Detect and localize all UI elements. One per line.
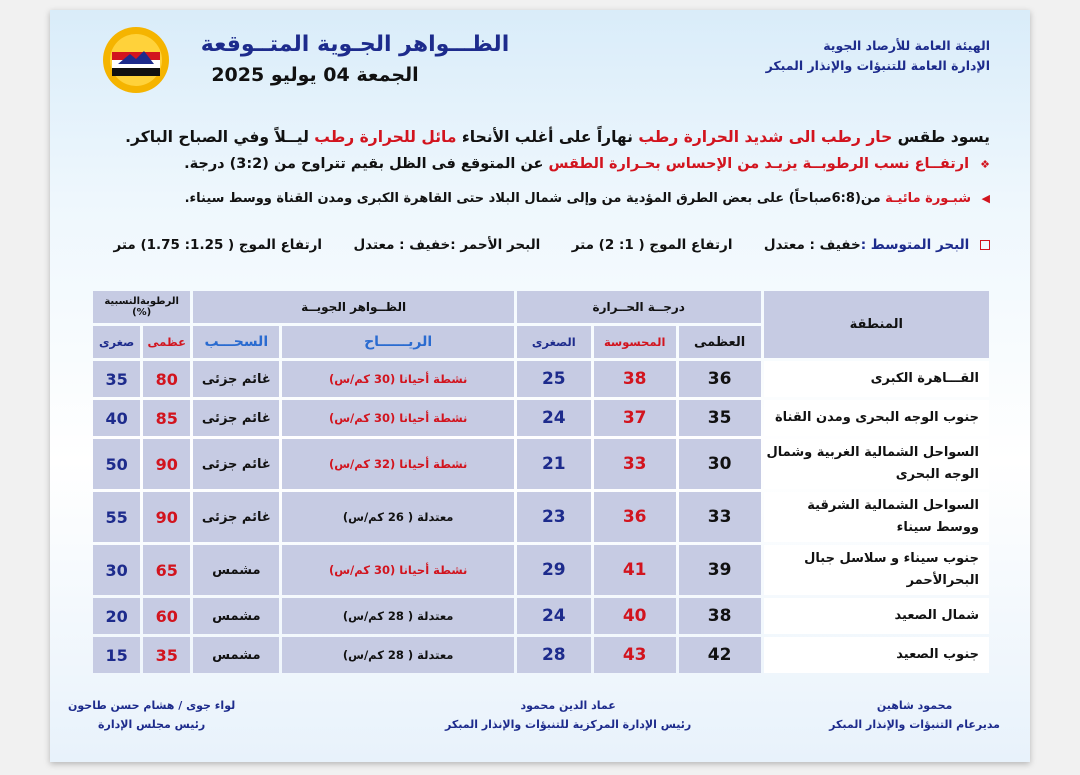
feels-temp-cell: 41	[594, 545, 676, 595]
max-temp-cell: 36	[679, 361, 761, 397]
header-hum-min: صغرى	[93, 326, 140, 358]
wind-cell: معتدلة ( 28 كم/س)	[282, 637, 514, 673]
max-temp-cell: 35	[679, 400, 761, 436]
humidity-min-cell: 15	[93, 637, 140, 673]
min-temp-cell: 25	[517, 361, 591, 397]
humidity-max-cell: 85	[143, 400, 190, 436]
signer-name: لواء جوى / هشام حسن طاحون	[68, 699, 236, 712]
signature-right	[829, 696, 1000, 734]
signer-title: مديرعام التنبؤات والإنذار المبكر	[829, 718, 1000, 731]
clouds-cell: غائم جزئى	[193, 361, 279, 397]
max-temp-cell: 38	[679, 598, 761, 634]
feels-temp-cell: 43	[594, 637, 676, 673]
clouds-cell: مشمس	[193, 637, 279, 673]
min-temp-cell: 28	[517, 637, 591, 673]
humidity-min-cell: 30	[93, 545, 140, 595]
red-sea-state: خفيف : معتدل	[353, 237, 451, 253]
humidity-min-cell: 35	[93, 361, 140, 397]
header-region: المنطقة	[764, 291, 989, 358]
wind-cell: نشطة أحيانا (30 كم/س)	[282, 545, 514, 595]
min-temp-cell: 29	[517, 545, 591, 595]
clouds-cell: غائم جزئى	[193, 492, 279, 542]
feels-temp-cell: 40	[594, 598, 676, 634]
humidity-max-cell: 90	[143, 492, 190, 542]
wind-cell: نشطة أحيانا (30 كم/س)	[282, 361, 514, 397]
min-temp-cell: 23	[517, 492, 591, 542]
region-cell: جنوب الصعيد	[764, 637, 989, 673]
signature-left	[68, 696, 235, 734]
forecast-summary: يسود طقس حار رطب الى شديد الحرارة رطب نهاراً على أغلب الأنحاء مائل للحرارة رطب ليــلاً وفي الصباح الباكر.	[125, 128, 990, 146]
med-sea-state: خفيف : معتدل	[763, 237, 861, 253]
header-min: الصغرى	[517, 326, 591, 358]
humidity-min-cell: 50	[93, 439, 140, 489]
feels-temp-cell: 38	[594, 361, 676, 397]
table-row	[93, 361, 989, 397]
region-cell: جنوب سيناء و سلاسل جبال البحرالأحمر	[764, 545, 989, 595]
organization-header	[766, 36, 990, 76]
wind-cell: نشطة أحيانا (32 كم/س)	[282, 439, 514, 489]
region-cell: شمال الصعيد	[764, 598, 989, 634]
header-weather: الظــواهر الجويــة	[193, 291, 514, 323]
humidity-note: ❖ ارتفــاع نسب الرطوبــة يزيـد من الإحساس بحـرارة الطقس عن المتوقع فى الظل بقيم تتراوح من (3:2) درجة.	[184, 156, 990, 172]
region-cell: القـــاهرة الكبرى	[764, 361, 989, 397]
header-temperature: درجــة الحــرارة	[517, 291, 761, 323]
clouds-cell: غائم جزئى	[193, 439, 279, 489]
page-title: الظـــواهر الجـوية المتــوقعة	[200, 32, 510, 57]
feels-temp-cell: 37	[594, 400, 676, 436]
signer-name: عماد الدين محمود	[520, 699, 616, 712]
signer-name: محمود شاهين	[876, 699, 953, 712]
min-temp-cell: 21	[517, 439, 591, 489]
table-row	[93, 637, 989, 673]
header-feels: المحسوسة	[594, 326, 676, 358]
header-humidity: الرطوبةالنسبية (%)	[93, 291, 190, 323]
max-temp-cell: 39	[679, 545, 761, 595]
max-temp-cell: 33	[679, 492, 761, 542]
min-temp-cell: 24	[517, 598, 591, 634]
signer-title: رئيس الإدارة المركزية للتنبؤات والإنذار المبكر	[445, 718, 692, 731]
table-row	[93, 439, 989, 489]
humidity-max-cell: 35	[143, 637, 190, 673]
header-hum-max: عظمى	[143, 326, 190, 358]
org-name: الهيئة العامة للأرصاد الجوية	[823, 38, 990, 53]
header-max: العظمى	[679, 326, 761, 358]
table-row	[93, 400, 989, 436]
table-row	[93, 598, 989, 634]
feels-temp-cell: 36	[594, 492, 676, 542]
min-temp-cell: 24	[517, 400, 591, 436]
clouds-cell: مشمس	[193, 545, 279, 595]
humidity-min-cell: 55	[93, 492, 140, 542]
humidity-max-cell: 65	[143, 545, 190, 595]
humidity-max-cell: 90	[143, 439, 190, 489]
feels-temp-cell: 33	[594, 439, 676, 489]
signature-middle	[445, 696, 691, 734]
header-clouds: السحـــب	[193, 326, 279, 358]
med-sea-wave: ارتفاع الموج ( 1: 2) متر	[571, 237, 733, 253]
forecast-date: الجمعة 04 يوليو 2025	[211, 64, 419, 86]
max-temp-cell: 42	[679, 637, 761, 673]
humidity-max-cell: 80	[143, 361, 190, 397]
clouds-cell: مشمس	[193, 598, 279, 634]
med-sea-name: البحر المتوسط :	[860, 237, 970, 253]
forecast-sheet	[50, 10, 1030, 762]
humidity-max-cell: 60	[143, 598, 190, 634]
red-sea-name: البحر الأحمر :	[450, 237, 541, 253]
wind-cell: نشطة أحيانا (30 كم/س)	[282, 400, 514, 436]
signer-title: رئيس مجلس الإدارة	[98, 718, 206, 731]
square-bullet-icon	[980, 240, 990, 250]
clouds-cell: غائم جزئى	[193, 400, 279, 436]
red-sea-wave: ارتفاع الموج ( 1.25: 1.75) متر	[113, 237, 323, 253]
forecast-table	[90, 288, 992, 676]
sea-state	[113, 237, 990, 253]
wind-cell: معتدلة ( 26 كم/س)	[282, 492, 514, 542]
table-row	[93, 492, 989, 542]
diamond-bullet-icon: ❖	[980, 158, 990, 171]
region-cell: السواحل الشمالية الشرقية ووسط سيناء	[764, 492, 989, 542]
region-cell: جنوب الوجه البحرى ومدن القناة	[764, 400, 989, 436]
humidity-min-cell: 40	[93, 400, 140, 436]
max-temp-cell: 30	[679, 439, 761, 489]
org-department: الإدارة العامة للتنبؤات والإنذار المبكر	[765, 58, 990, 73]
arrow-bullet-icon: ◀	[981, 192, 990, 205]
fog-note: ◀ شبـورة مائيـة من(6:8صباحاً) على بعض الطرق المؤدية من وإلى شمال البلاد حتى القاهرة الكبرى ومدن القناة ووسط سيناء.	[184, 191, 990, 206]
region-cell: السواحل الشمالية الغربية وشمال الوجه البحرى	[764, 439, 989, 489]
table-row	[93, 545, 989, 595]
humidity-min-cell: 20	[93, 598, 140, 634]
header-wind: الريــــــاح	[282, 326, 514, 358]
wind-cell: معتدلة ( 28 كم/س)	[282, 598, 514, 634]
